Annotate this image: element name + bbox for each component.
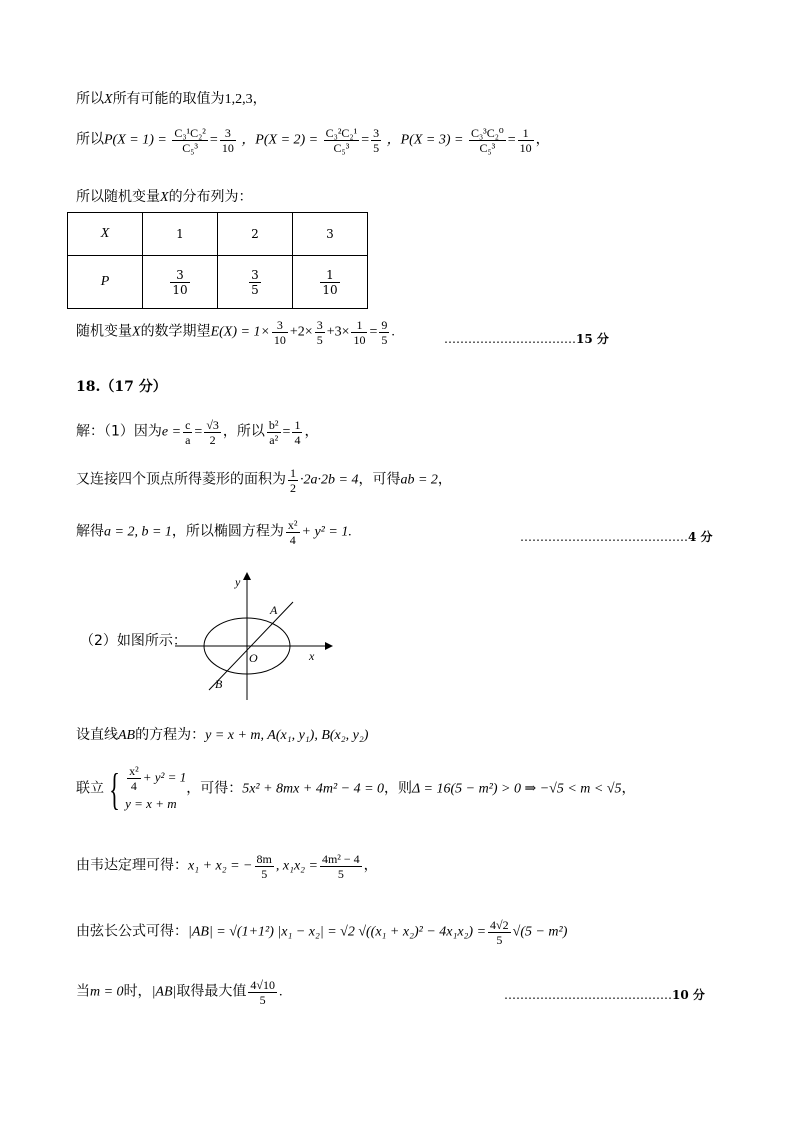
score: 4 分 — [688, 530, 713, 544]
eq: = — [361, 132, 370, 148]
expr: y = x + m — [125, 796, 177, 811]
text: 的分布列为： — [168, 189, 253, 205]
text: 所以 — [76, 91, 104, 107]
text: 又连接四个顶点所得菱形的面积为 — [76, 471, 286, 488]
expr: Δ = 16(5 − m²) > 0 ⇒ −√5 < m < √5 — [412, 781, 622, 797]
text: 的方程为： — [135, 727, 206, 743]
text: 设直线 — [76, 727, 118, 743]
var-x: X — [160, 190, 169, 205]
expr: y = x + m, A(x₁, y₁), B(x₂, y₂) — [205, 728, 369, 743]
line-s7 — [76, 918, 567, 947]
fraction — [255, 852, 274, 881]
text: 的数学期望 — [140, 323, 211, 340]
eq: = — [282, 424, 291, 440]
values: 1,2,3 — [224, 92, 253, 107]
fraction — [320, 268, 339, 297]
expr: e = — [161, 424, 182, 440]
num: b² — [268, 418, 279, 432]
num: C₃²C₂¹ — [325, 126, 358, 140]
score-15 — [444, 330, 609, 347]
den: C₅³ — [182, 141, 199, 155]
den: a — [185, 433, 191, 447]
line-expectation — [76, 318, 395, 347]
expr: √(5 − m²) — [512, 924, 568, 940]
text: 由弦长公式可得： — [76, 923, 188, 940]
text: 所以随机变量 — [76, 189, 160, 205]
fraction — [286, 518, 300, 547]
table-row — [68, 256, 368, 309]
line-s5 — [76, 764, 636, 815]
fraction — [249, 268, 261, 297]
expr: |AB| — [151, 984, 177, 1000]
den: a² — [269, 433, 279, 447]
den: 10 — [353, 333, 366, 347]
num: 8m — [256, 852, 272, 866]
text: 由韦达定理可得： — [76, 857, 188, 874]
equation-system — [125, 764, 186, 815]
fraction — [183, 418, 192, 447]
brace: { — [109, 764, 120, 814]
line-values — [76, 88, 267, 108]
punct: ， — [535, 132, 550, 148]
num: 1 — [320, 268, 339, 283]
leader-dots: …………………………………… — [520, 530, 688, 544]
expr: ·2a·2b = 4 — [300, 472, 359, 488]
expr: +3× — [326, 324, 350, 340]
den: 10 — [221, 141, 234, 155]
text: 取得最大值 — [176, 983, 247, 1000]
fraction — [272, 318, 288, 347]
text: 当 — [76, 983, 90, 1000]
den: 5 — [261, 867, 268, 881]
den: 5 — [316, 333, 323, 347]
text: （2）如图所示： — [80, 633, 187, 649]
num: 3 — [272, 318, 288, 333]
expr: AB — [118, 728, 136, 743]
cell-label: P — [100, 274, 110, 289]
expr: m = 0 — [90, 984, 124, 1000]
punct: ， — [621, 781, 636, 797]
text: ，所以椭圆方程为 — [171, 523, 284, 540]
punct: ， — [363, 858, 378, 874]
score-10 — [504, 986, 705, 1003]
num: x² — [129, 764, 139, 778]
fraction — [170, 268, 189, 297]
num: 3 — [373, 126, 380, 140]
y-label: y — [235, 575, 241, 589]
x-label: x — [309, 649, 315, 663]
punct: . — [391, 324, 395, 340]
den: 10 — [273, 333, 286, 347]
line-s6 — [76, 852, 378, 881]
cell-label: X — [100, 226, 110, 241]
num: 3 — [220, 126, 236, 141]
point-b-label: B — [215, 677, 223, 691]
text: 随机变量 — [76, 323, 132, 340]
num: c — [185, 418, 191, 432]
num: 1 — [518, 126, 534, 141]
text: 联立 — [76, 780, 104, 797]
prob-3: ，P(X = 3) = — [386, 132, 464, 148]
num: C₃³C₂⁰ — [470, 126, 504, 140]
distribution-table — [67, 212, 368, 309]
den: 5 — [496, 933, 503, 947]
table-cell: 1 — [143, 213, 218, 256]
eq: = — [209, 132, 218, 148]
fraction — [292, 418, 302, 447]
fraction — [518, 126, 534, 155]
den: 4 — [130, 779, 137, 793]
den: C₅³ — [479, 141, 496, 155]
text: 所以 — [76, 131, 104, 148]
num: x² — [287, 518, 298, 532]
den: 5 — [251, 282, 259, 297]
punct: ， — [304, 424, 319, 440]
den: 10 — [172, 282, 188, 297]
question-18-title — [76, 376, 167, 396]
table-cell: 3 — [293, 213, 368, 256]
num: 1 — [294, 418, 301, 432]
eq: = — [507, 132, 516, 148]
expr: + y² = 1 — [142, 769, 187, 785]
table-row — [68, 213, 368, 256]
num: 4√10 — [250, 978, 275, 992]
score: 10 分 — [672, 988, 705, 1002]
point-a-label: A — [270, 603, 278, 617]
num: C₃¹C₂² — [174, 126, 206, 140]
expr: , x₁x₂ = — [275, 858, 318, 874]
fraction — [127, 764, 141, 793]
den: 5 — [373, 141, 380, 155]
den: C₅³ — [333, 141, 350, 155]
fraction — [204, 418, 221, 447]
expr: +2× — [289, 324, 313, 340]
fraction — [172, 126, 208, 155]
num: 9 — [381, 318, 388, 332]
text: 解：（1）因为 — [76, 423, 162, 440]
text: 解得 — [76, 523, 104, 540]
fraction — [220, 126, 236, 155]
num: 1 — [351, 318, 367, 333]
line-distribution-intro — [76, 186, 253, 206]
num: 4√2 — [490, 918, 509, 932]
table-cell — [143, 256, 218, 309]
line-probabilities — [76, 126, 550, 155]
text: ，可得： — [186, 780, 243, 797]
title: 18.（17 分） — [76, 379, 167, 395]
den: 10 — [322, 282, 338, 297]
line-s3 — [76, 518, 352, 547]
ellipse-figure — [175, 572, 335, 702]
leader-dots: …………………………………… — [504, 988, 672, 1002]
expr: E(X) = 1× — [210, 324, 270, 340]
num: 1 — [290, 466, 296, 480]
score-4 — [520, 528, 713, 545]
table-cell — [68, 213, 143, 256]
table-cell — [218, 256, 293, 309]
fraction — [315, 318, 325, 347]
expr: |AB| = √(1+1²) |x₁ − x₂| = √2 √((x₁ + x₂)² − 4x₁x₂) = — [188, 924, 487, 940]
eq: = — [194, 424, 203, 440]
fraction — [248, 978, 277, 1007]
num: 3 — [316, 318, 323, 332]
fraction — [351, 318, 367, 347]
num: 3 — [251, 267, 259, 282]
text: 所有可能的取值为 — [112, 91, 225, 107]
x-arrow-icon — [325, 642, 333, 650]
num: 4m² − 4 — [321, 852, 360, 866]
text: 时， — [123, 983, 152, 1000]
num: 3 — [170, 268, 189, 283]
score: 15 分 — [576, 332, 609, 346]
fraction — [488, 918, 511, 947]
eq: = — [369, 324, 378, 340]
var-x: X — [104, 92, 113, 107]
fraction — [379, 318, 389, 347]
num: √3 — [206, 418, 219, 432]
fraction — [371, 126, 381, 155]
expr: 5x² + 8mx + 4m² − 4 = 0 — [242, 781, 385, 797]
fraction — [288, 466, 298, 495]
table-cell — [68, 256, 143, 309]
figure-label — [80, 630, 187, 650]
den: 2 — [209, 433, 216, 447]
den: 5 — [259, 993, 266, 1007]
y-arrow-icon — [243, 572, 251, 580]
den: 2 — [290, 481, 296, 495]
line-s2 — [76, 466, 452, 495]
expr: x₁ + x₂ = − — [188, 858, 253, 874]
text: ，则 — [384, 780, 413, 797]
den: 5 — [381, 333, 388, 347]
fraction — [469, 126, 506, 155]
expr: + y² = 1. — [301, 524, 352, 540]
table-cell — [293, 256, 368, 309]
text: ，所以 — [222, 423, 265, 440]
punct: ， — [437, 472, 452, 488]
punct: . — [278, 984, 283, 1000]
fraction — [320, 852, 362, 881]
den: 5 — [337, 867, 344, 881]
var-x: X — [132, 324, 141, 340]
line-s1 — [76, 418, 318, 447]
punct: ， — [252, 91, 267, 107]
line-s4 — [76, 724, 368, 744]
den: 4 — [289, 533, 296, 547]
text: ，可得 — [358, 471, 401, 488]
origin-label: O — [249, 651, 258, 665]
fraction — [267, 418, 281, 447]
expr: a = 2, b = 1 — [104, 524, 172, 540]
leader-dots: …………………………… — [444, 332, 576, 346]
expr: ab = 2 — [400, 472, 438, 488]
line-s8 — [76, 978, 282, 1007]
table-cell: 2 — [218, 213, 293, 256]
prob-1: P(X = 1) = — [104, 132, 167, 148]
fraction — [324, 126, 360, 155]
prob-2: ，P(X = 2) = — [241, 132, 319, 148]
den: 4 — [294, 433, 301, 447]
den: 10 — [519, 141, 532, 155]
